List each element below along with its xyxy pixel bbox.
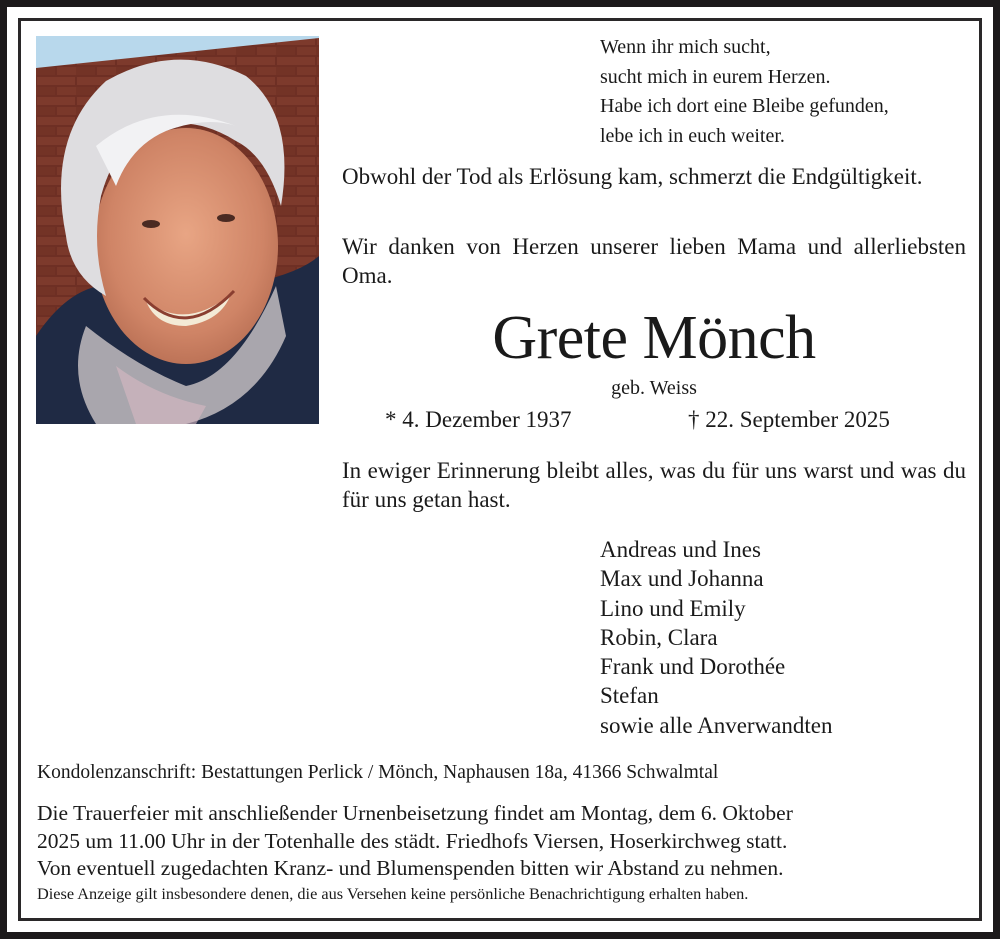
- ceremony-line: Die Trauerfeier mit anschließender Urnenbeisetzung findet am Montag, dem 6. Oktober: [37, 801, 793, 825]
- poem-line: sucht mich in eurem Herzen.: [600, 65, 831, 88]
- family-member: Stefan: [600, 683, 659, 709]
- family-member: Frank und Dorothée: [600, 654, 786, 680]
- portrait-photo-icon: [36, 36, 319, 424]
- deceased-name: Grete Mönch: [492, 304, 816, 372]
- maiden-name: geb. Weiss: [611, 377, 697, 399]
- portrait-photo: [36, 36, 319, 424]
- ceremony-line: 2025 um 11.00 Uhr in der Totenhalle des städt. Friedhofs Viersen, Hoserkirchweg statt.: [37, 828, 788, 853]
- condolence-address: Kondolenzanschrift: Bestattungen Perlick / Mönch, Naphausen 18a, 41366 Schwalmtal: [37, 762, 719, 783]
- intro-paragraph: Obwohl der Tod als Erlösung kam, schmerzt die Endgültigkeit.: [342, 164, 923, 189]
- poem: [600, 33, 889, 151]
- family-member: Lino und Emily: [600, 595, 746, 621]
- family-member: Max und Johanna: [600, 566, 764, 592]
- notification-note: Diese Anzeige gilt insbesondere denen, die aus Versehen keine persönliche Benachrichtigung erhalten haben.: [37, 884, 749, 903]
- family-list: [600, 535, 832, 740]
- birth-date: * 4. Dezember 1937: [385, 407, 572, 432]
- ceremony-info: [37, 800, 793, 883]
- ceremony-line: Von eventuell zugedachten Kranz- und Blumenspenden bitten wir Abstand zu nehmen.: [37, 856, 784, 880]
- poem-line: Habe ich dort eine Bleibe gefunden,: [600, 95, 889, 117]
- family-member: Robin, Clara: [600, 624, 718, 650]
- memory-paragraph: In ewiger Erinnerung bleibt alles, was du für uns warst und was du für uns getan hast.: [342, 458, 966, 512]
- thanks-paragraph: Wir danken von Herzen unserer lieben Mama und allerliebsten Oma.: [342, 234, 966, 288]
- poem-line: lebe ich in euch weiter.: [600, 124, 785, 147]
- family-member: sowie alle Anverwandten: [600, 712, 833, 738]
- family-member: Andreas und Ines: [600, 537, 761, 562]
- death-date: † 22. September 2025: [688, 407, 890, 432]
- poem-line: Wenn ihr mich sucht,: [600, 36, 771, 58]
